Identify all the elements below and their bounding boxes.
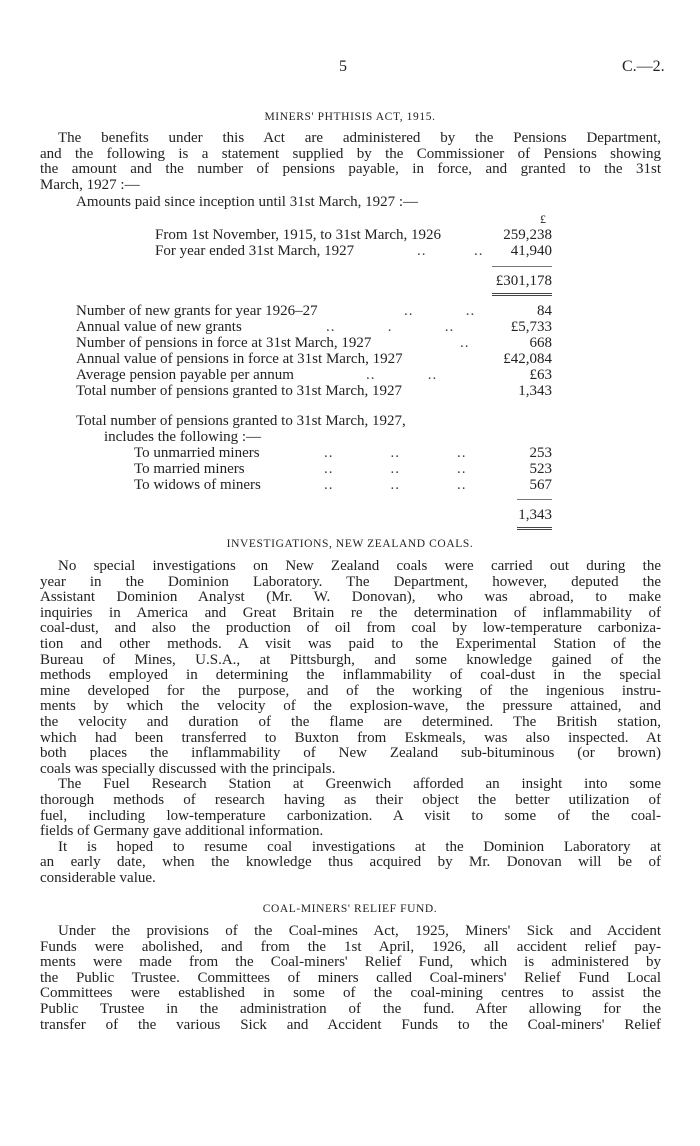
table-row	[76, 351, 552, 367]
row-label: For year ended 31st March, 1927	[155, 243, 355, 259]
table-row	[76, 335, 552, 351]
text-line: Under the provisions of the Coal-mines Act, 1925, Miners' Sick and Accident	[58, 923, 661, 939]
table-row	[76, 367, 552, 383]
section-title-phthisis: MINERS' PHTHISIS ACT, 1915.	[264, 111, 436, 123]
row-value: 668	[529, 335, 552, 351]
text-line: Public Trustee in the administration of the fund. After allowing for the	[40, 1000, 661, 1017]
row-value: 259,238	[503, 227, 552, 243]
currency-header: £	[540, 212, 546, 226]
text-line: ments were made from the Coal-miners' Relief Fund, which is administered by	[40, 954, 661, 971]
text-line: transfer of the various Sick and Accident Funds to the Coal-miners' Relief	[40, 1016, 661, 1033]
leader-dots: .. ..	[404, 303, 476, 319]
leader-dots: .. . ..	[326, 319, 455, 335]
row-label: Total number of pensions granted to 31st March, 1927	[76, 383, 402, 399]
row-label: Annual value of new grants	[76, 319, 242, 335]
text-line: No special investigations on New Zealand coals were carried out during the	[58, 558, 661, 574]
section-title-relief-fund: COAL-MINERS' RELIEF FUND.	[262, 903, 438, 915]
row-value: 1,343	[518, 383, 552, 399]
breakdown-subheading	[104, 429, 552, 445]
table-row	[76, 319, 552, 335]
double-divider	[517, 527, 552, 530]
phthisis-intro	[40, 131, 661, 193]
text-line: the amount and the number of pensions payable, in force, and granted to the 31st	[40, 161, 661, 178]
table-row	[76, 461, 552, 477]
text-line: considerable value.	[40, 869, 156, 886]
text-line: coals was specially discussed with the principals.	[40, 760, 336, 777]
amounts-table	[126, 211, 552, 311]
page-number: 5	[339, 58, 347, 75]
investigations-body	[40, 559, 661, 886]
text-line: coal-dust, and also the production of oil from coal by low-temperature carboniza-	[40, 620, 661, 637]
row-label: To unmarried miners	[134, 445, 260, 461]
table-row	[76, 477, 552, 493]
text-line: Funds were abolished, and from the 1st April, 1926, all accident relief pay-	[40, 938, 661, 955]
table-row	[76, 445, 552, 461]
table-row	[155, 227, 552, 243]
row-value: 41,940	[510, 243, 552, 259]
table-row	[155, 243, 552, 259]
leader-dots: ..	[460, 335, 470, 351]
text-line: fuel, including low-temperature carbonization. A visit to some of the coal-	[40, 807, 661, 824]
table-row	[76, 303, 552, 319]
text-line: methods employed in determining the inflammability of coal-dust in the special	[40, 667, 661, 684]
relief-fund-body	[40, 924, 661, 1033]
leader-dots: .. ..	[366, 367, 438, 383]
row-label: To married miners	[134, 461, 245, 477]
row-value: 253	[529, 445, 552, 461]
text-line: Bureau of Mines, U.S.A., at Pittsburgh, and some knowledge gained of the	[40, 651, 661, 668]
text-line: both places the inflammability of New Zealand sub-bituminous (or brown)	[40, 745, 661, 762]
text-line: an early date, when the knowledge thus acquired by Mr. Donovan will be of	[40, 854, 661, 871]
text-line: Assistant Dominion Analyst (Mr. W. Donovan), who was abroad, to make	[40, 589, 661, 606]
row-label: Average pension payable per annum	[76, 367, 294, 383]
breakdown-heading	[76, 413, 552, 429]
leader-dots: .. .. ..	[324, 445, 467, 461]
row-value: 523	[529, 461, 552, 477]
text-line: fields of Germany gave additional information.	[40, 823, 324, 840]
text-line: Committees were established in some of the coal-mining centres to assist the	[40, 985, 661, 1002]
text-line: the velocity and duration of the flame are determined. The British station,	[40, 713, 661, 730]
section-title-investigations: INVESTIGATIONS, NEW ZEALAND COALS.	[226, 538, 474, 550]
row-value: £63	[529, 367, 552, 383]
text-line: The benefits under this Act are administered by the Pensions Department,	[58, 130, 661, 146]
row-value: £42,084	[503, 351, 552, 367]
row-label: Number of pensions in force at 31st March, 1927	[76, 335, 372, 351]
text-line: and the following is a statement supplied by the Commissioner of Pensions showing	[40, 145, 661, 162]
divider	[492, 266, 552, 267]
text-line: mine developed for the purpose, and of the working of the ingenious instru-	[40, 682, 661, 699]
row-value: 84	[537, 303, 552, 319]
leader-dots: .. ..	[417, 243, 484, 259]
text-line: March, 1927 :—	[40, 176, 140, 193]
row-value: £5,733	[510, 319, 552, 335]
amounts-total: £301,178	[495, 273, 552, 289]
text-line: the Public Trustee. Committees of miners called Coal-miners' Relief Fund Local	[40, 969, 661, 986]
text-line: thorough methods of research having as their object the better utilization of	[40, 791, 661, 808]
text-line: The Fuel Research Station at Greenwich afforded an insight into some	[58, 776, 661, 793]
text-line: inquiries in America and Great Britain re the determination of inflammability of	[40, 604, 661, 621]
breakdown-heading-line: Total number of pensions granted to 31st March, 1927,	[76, 413, 406, 429]
text-line: It is hoped to resume coal investigations at the Dominion Laboratory at	[58, 838, 661, 855]
leader-dots: .. .. ..	[324, 477, 467, 493]
text-line: tion and other methods. A visit was paid to the Experimental Station of the	[40, 635, 661, 652]
double-divider	[492, 293, 552, 296]
leader-dots: .. .. ..	[324, 461, 467, 477]
row-label: To widows of miners	[134, 477, 261, 493]
amounts-heading: Amounts paid since inception until 31st March, 1927 :—	[76, 194, 419, 210]
breakdown-total: 1,343	[518, 507, 552, 523]
document-reference: C.—2.	[622, 58, 665, 75]
row-label: Number of new grants for year 1926–27	[76, 303, 318, 319]
row-label: Annual value of pensions in force at 31st March, 1927	[76, 351, 403, 367]
table-row	[76, 383, 552, 399]
breakdown-heading-line: includes the following :—	[104, 429, 262, 445]
divider	[517, 499, 552, 500]
text-line: ments by which the velocity of the explosion-wave, the pressure attained, and	[40, 698, 661, 715]
row-value: 567	[529, 477, 552, 493]
text-line: year in the Dominion Laboratory. The Department, however, deputed the	[40, 573, 661, 590]
row-label: From 1st November, 1915, to 31st March, 1926	[155, 227, 442, 243]
text-line: which had been transferred to Buxton from Eskmeals, was also inspected. At	[40, 729, 661, 746]
